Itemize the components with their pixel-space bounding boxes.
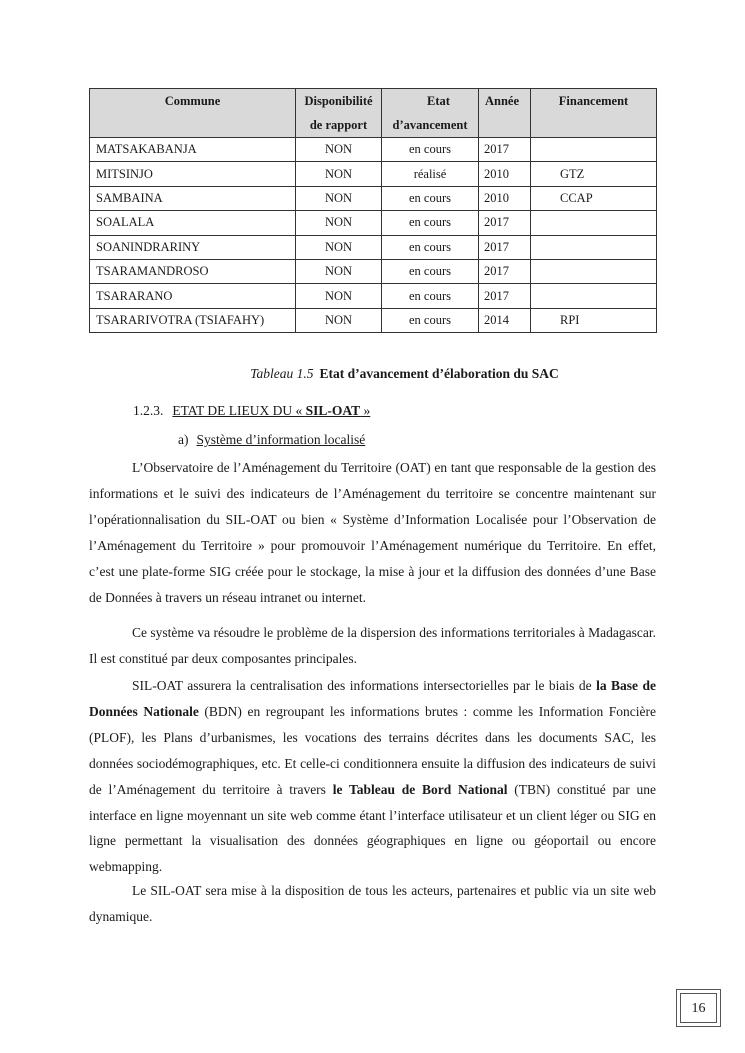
- table-row: [90, 235, 657, 259]
- header-financement: Financement: [531, 89, 657, 138]
- cell-annee: 2014: [479, 308, 531, 332]
- cell-dispo: NON: [296, 162, 382, 186]
- cell-commune: TSARARIVOTRA (TSIAFAHY): [90, 308, 296, 332]
- subsection-number: a): [178, 432, 189, 447]
- cell-annee: 2017: [479, 235, 531, 259]
- cell-financement: [531, 211, 657, 235]
- section-heading: [133, 403, 370, 419]
- cell-etat: en cours: [382, 308, 479, 332]
- caption-title: Etat d’avancement d’élaboration du SAC: [319, 366, 559, 381]
- caption-number: Tableau 1.5: [250, 366, 314, 381]
- cell-etat: en cours: [382, 259, 479, 283]
- subsection-title: Système d’information localisé: [196, 432, 366, 447]
- cell-financement: GTZ: [531, 162, 657, 186]
- cell-annee: 2010: [479, 186, 531, 210]
- cell-etat: réalisé: [382, 162, 479, 186]
- sac-status-table: [89, 88, 657, 333]
- cell-commune: TSARAMANDROSO: [90, 259, 296, 283]
- table-row: [90, 211, 657, 235]
- cell-dispo: NON: [296, 138, 382, 162]
- table-row: [90, 186, 657, 210]
- header-etat: Etat d’avancement: [382, 89, 479, 138]
- cell-commune: SOANINDRARINY: [90, 235, 296, 259]
- paragraph-systeme: Ce système va résoudre le problème de la dispersion des informations territoriales à Madagascar. Il est constitué par deux composantes principales.: [89, 625, 656, 666]
- header-disponibilite: Disponibilité de rapport: [296, 89, 382, 138]
- header-commune: Commune: [90, 89, 296, 138]
- section-number: 1.2.3.: [133, 403, 164, 418]
- table-row: [90, 284, 657, 308]
- cell-financement: RPI: [531, 308, 657, 332]
- cell-etat: en cours: [382, 138, 479, 162]
- table-header-row: [90, 89, 657, 138]
- cell-dispo: NON: [296, 211, 382, 235]
- page-number-box: [676, 989, 721, 1027]
- cell-financement: [531, 284, 657, 308]
- paragraph-oat: L’Observatoire de l’Aménagement du Territoire (OAT) en tant que responsable de la gestion des informations et le suivi des indicateurs de l’Aménagement du territoire se concentre maintenant sur l’opérationnalisation du SIL-OAT ou bien « Système d’Information Localisée pour l’Observation de l’Aménagement du Territoire » pour promouvoir l’Aménagement numérique du Territoire. En effet, c’est une plate-forme SIG créée pour le stockage, la mise à jour et la diffusion des données d’une Base de Données à travers un réseau intranet ou internet.: [89, 460, 656, 605]
- cell-financement: CCAP: [531, 186, 657, 210]
- table-caption: [0, 366, 745, 382]
- cell-financement: [531, 235, 657, 259]
- subsection-heading: [178, 432, 365, 448]
- cell-etat: en cours: [382, 235, 479, 259]
- cell-financement: [531, 259, 657, 283]
- cell-etat: en cours: [382, 211, 479, 235]
- page-number: 16: [691, 1001, 706, 1016]
- cell-etat: en cours: [382, 186, 479, 210]
- table-row: [90, 308, 657, 332]
- cell-commune: SOALALA: [90, 211, 296, 235]
- cell-commune: SAMBAINA: [90, 186, 296, 210]
- cell-dispo: NON: [296, 186, 382, 210]
- cell-etat: en cours: [382, 284, 479, 308]
- cell-financement: [531, 138, 657, 162]
- cell-dispo: NON: [296, 235, 382, 259]
- cell-annee: 2017: [479, 284, 531, 308]
- section-title: ETAT DE LIEUX DU « SIL-OAT »: [172, 403, 371, 418]
- table-row: [90, 138, 657, 162]
- cell-annee: 2010: [479, 162, 531, 186]
- cell-dispo: NON: [296, 308, 382, 332]
- cell-annee: 2017: [479, 138, 531, 162]
- table-row: [90, 162, 657, 186]
- paragraph-centralisation: SIL-OAT assurera la centralisation des informations intersectorielles par le biais de la Base de Données Nationale (BDN) en regroupant les informations brutes : comme les Information Foncière (PLOF), les Plans d’urbanismes, les vocations des terrains décrites dans les documents SAC, les données sociodémographiques, etc. Et celle-ci conditionnera ensuite la diffusion des indicateurs de suivi de l’Aménagement du territoire à travers le Tableau de Bord National (TBN) constitué par une interface en ligne moyennant un site web comme étant l’interface utilisateur et un client léger ou SIG en ligne permettant la visualisation des données géographiques en ligne ou géoportail ou encore webmapping.: [89, 678, 656, 875]
- cell-commune: MATSAKABANJA: [90, 138, 296, 162]
- paragraph-disposition: Le SIL-OAT sera mise à la disposition de tous les acteurs, partenaires et public via un site web dynamique.: [89, 883, 656, 924]
- header-annee: Année: [479, 89, 531, 138]
- cell-annee: 2017: [479, 211, 531, 235]
- cell-dispo: NON: [296, 259, 382, 283]
- cell-annee: 2017: [479, 259, 531, 283]
- cell-commune: TSARARANO: [90, 284, 296, 308]
- cell-commune: MITSINJO: [90, 162, 296, 186]
- cell-dispo: NON: [296, 284, 382, 308]
- table-row: [90, 259, 657, 283]
